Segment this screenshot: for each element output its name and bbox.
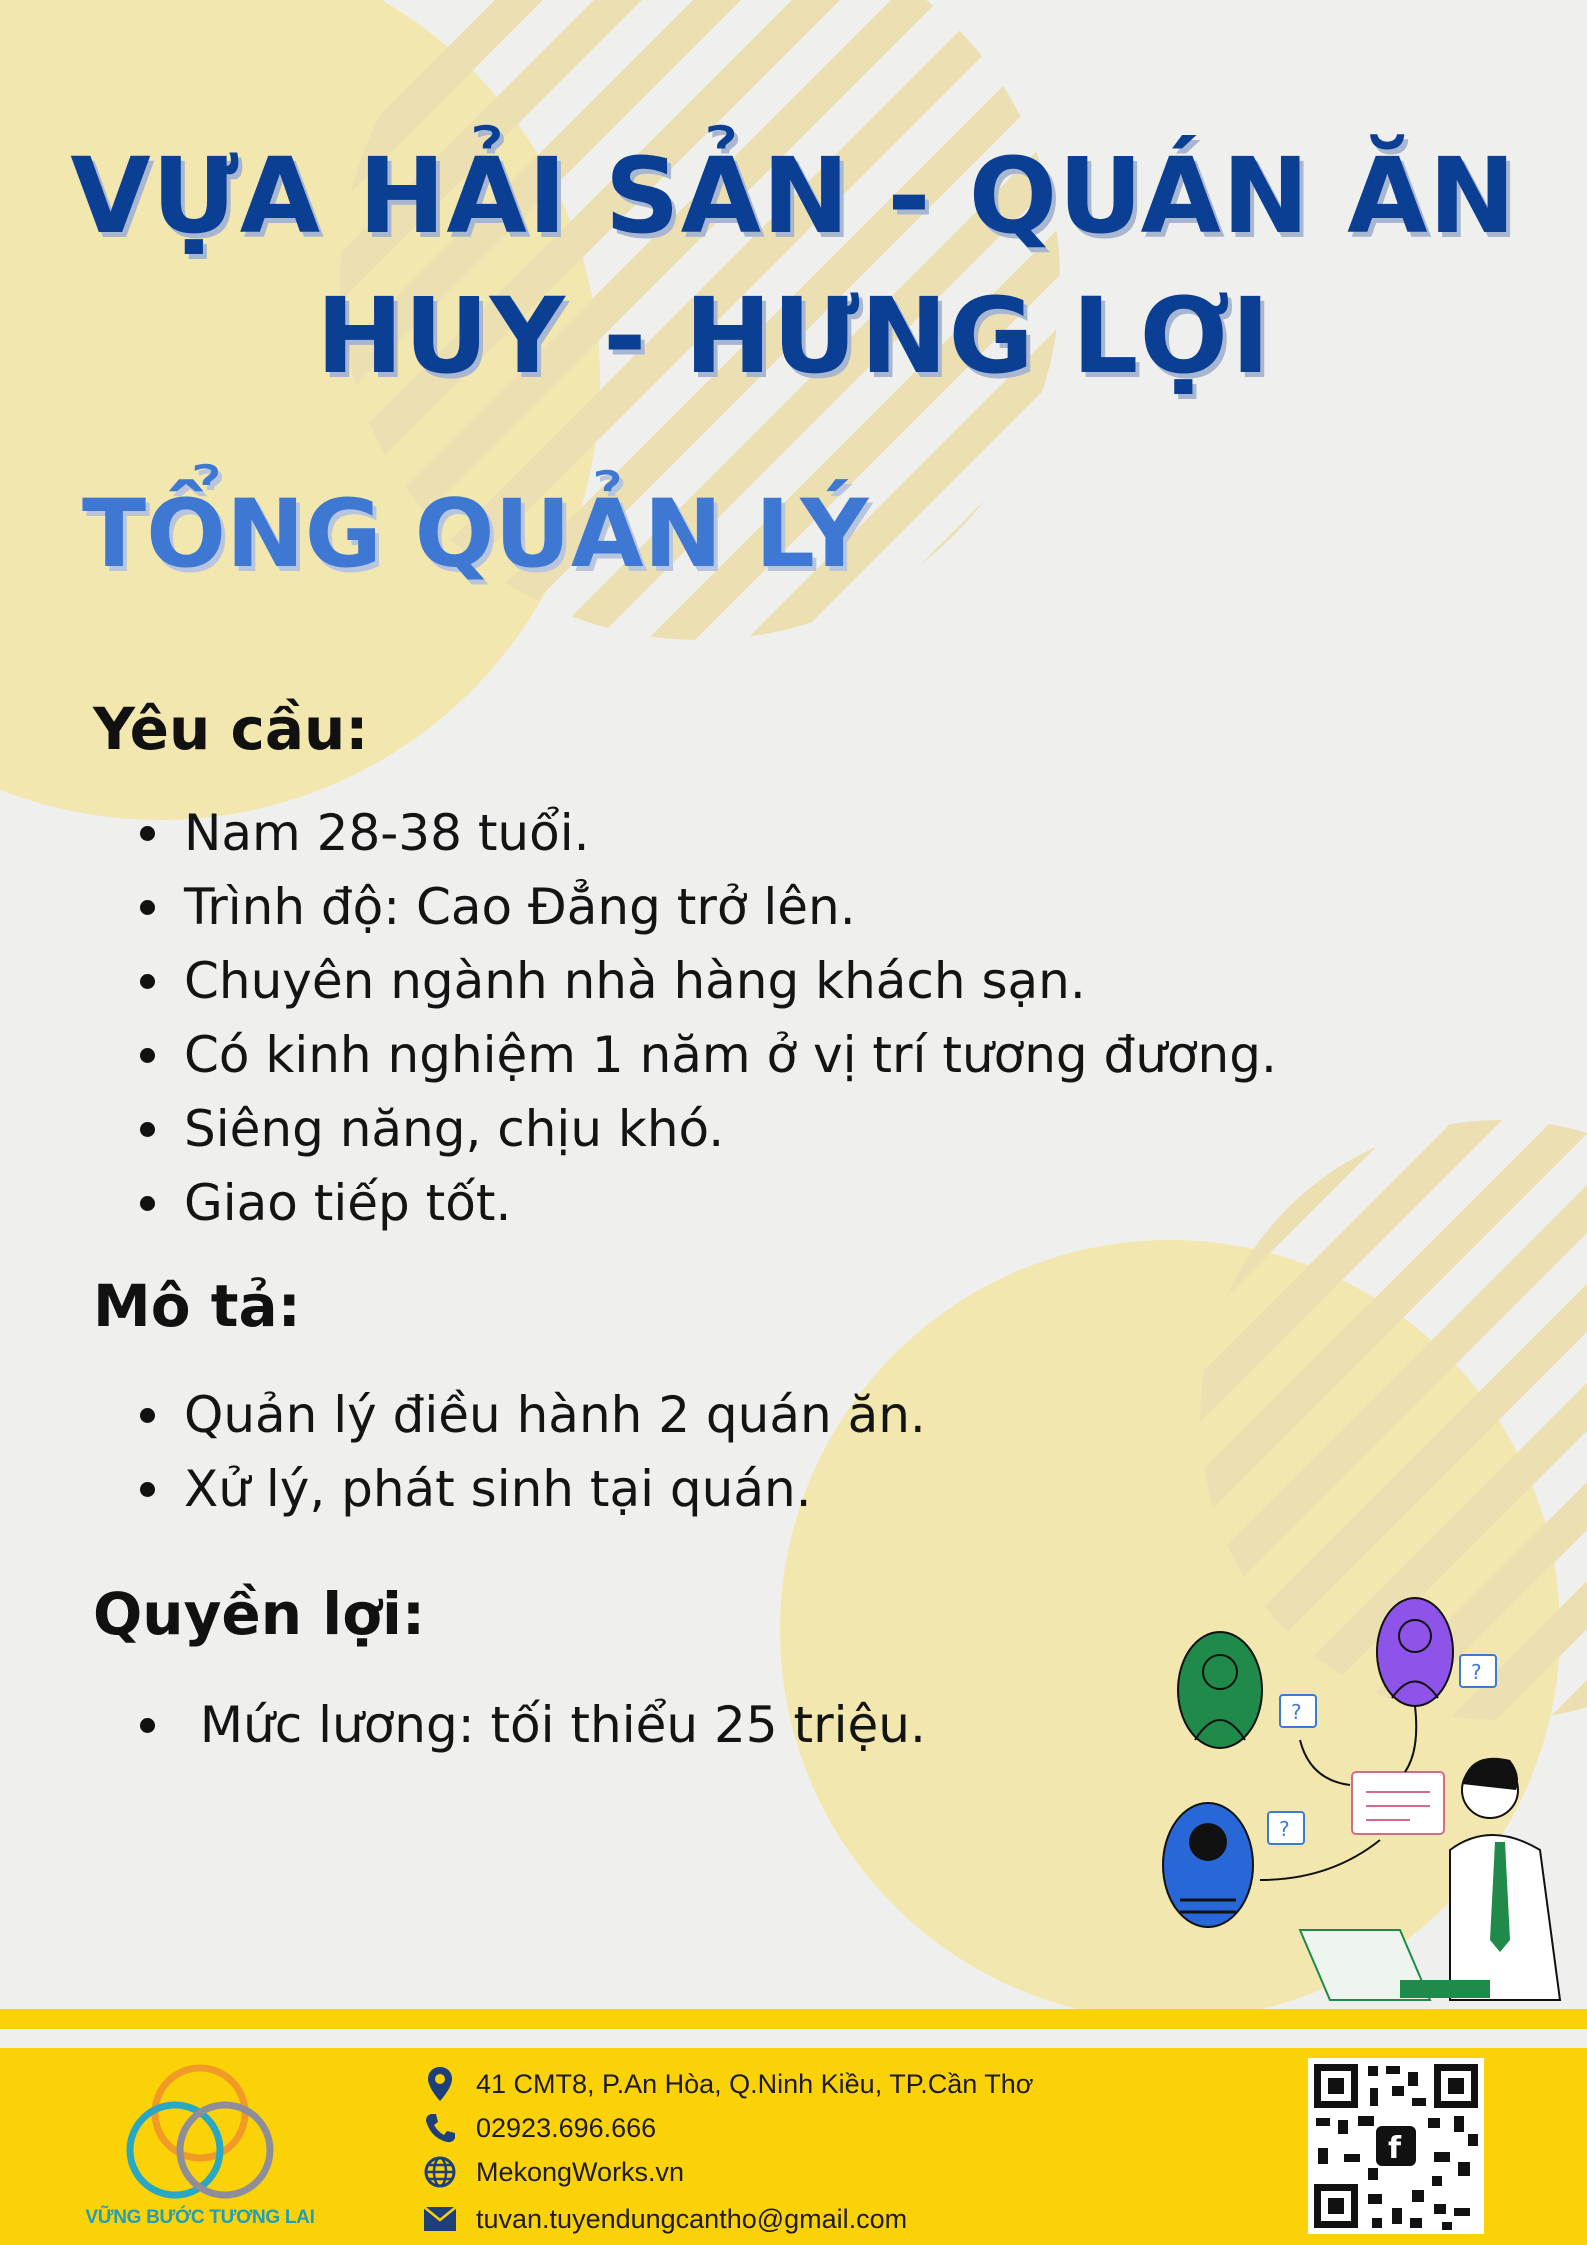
- email-text[interactable]: tuvan.tuyendungcantho@gmail.com: [476, 2203, 908, 2234]
- qr-code-graphic: [1308, 2058, 1484, 2234]
- chat-illustration: [1150, 1580, 1587, 2010]
- svg-text:?: ?: [1471, 1660, 1482, 1684]
- location-pin-icon: [420, 2064, 460, 2104]
- position-title: TỔNG QUẢN LÝ: [82, 480, 869, 589]
- phone-text: 02923.696.666: [476, 2112, 657, 2143]
- svg-text:?: ?: [1279, 1817, 1290, 1841]
- list-item: Mức lương: tối thiểu 25 triệu.: [0, 1688, 926, 1762]
- title-line-2: HUY - HƯNG LỢI: [316, 275, 1271, 397]
- svg-text:?: ?: [1291, 1700, 1302, 1724]
- website-row: [420, 2150, 684, 2194]
- address-row: [420, 2062, 1034, 2106]
- requirements-list: [0, 796, 1277, 1240]
- list-item: Giao tiếp tốt.: [0, 1166, 1277, 1240]
- title-line-1: VỰA HẢI SẢN - QUÁN ĂN: [70, 135, 1517, 257]
- email-icon: [420, 2199, 460, 2239]
- email-row: [420, 2197, 907, 2241]
- address-text: 41 CMT8, P.An Hòa, Q.Ninh Kiều, TP.Cần Thơ: [476, 2068, 1034, 2099]
- list-item: Có kinh nghiệm 1 năm ở vị trí tương đương.: [0, 1018, 1277, 1092]
- benefits-heading: Quyền lợi:: [93, 1580, 426, 1648]
- list-item: Trình độ: Cao Đẳng trở lên.: [0, 870, 1277, 944]
- footer-stripe: [0, 2009, 1587, 2029]
- description-heading: Mô tả:: [93, 1272, 301, 1340]
- qr-code[interactable]: [1308, 2058, 1484, 2234]
- list-item: Quản lý điều hành 2 quán ăn.: [0, 1378, 926, 1452]
- description-list: [0, 1378, 926, 1526]
- company-logo: [120, 2055, 280, 2205]
- svg-text:f: f: [1388, 2131, 1402, 2166]
- website-text[interactable]: MekongWorks.vn: [476, 2156, 685, 2187]
- requirements-heading: Yêu cầu:: [93, 695, 369, 763]
- benefits-list: [0, 1688, 926, 1762]
- list-item: Siêng năng, chịu khó.: [0, 1092, 1277, 1166]
- phone-row: [420, 2106, 656, 2150]
- list-item: Chuyên ngành nhà hàng khách sạn.: [0, 944, 1277, 1018]
- globe-icon: [420, 2152, 460, 2192]
- logo-text: VỮNG BƯỚC TƯƠNG LAI: [85, 2207, 315, 2228]
- list-item: Nam 28-38 tuổi.: [0, 796, 1277, 870]
- list-item: Xử lý, phát sinh tại quán.: [0, 1452, 926, 1526]
- phone-icon: [420, 2108, 460, 2148]
